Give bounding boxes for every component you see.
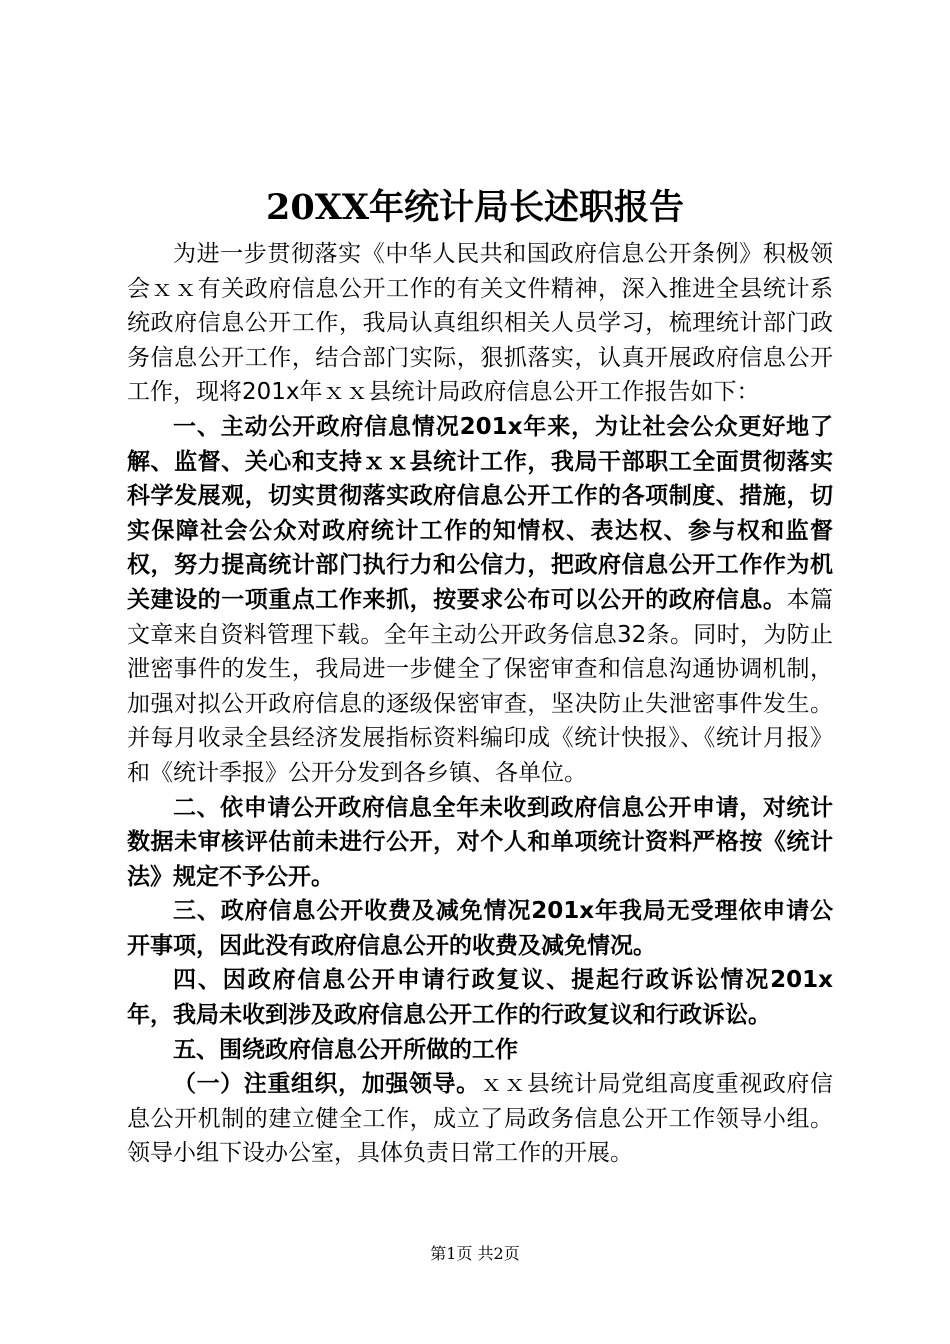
section-1-heading-text: 一、主动公开政府信息情况201x年来，为让社会公众更好地了解、监督、关心和支持ｘｘ县统计工作，我局干部职工全面贯彻落实科学发展观，切实贯彻落实政府信息公开工作的各项制度、措施，切实保障社会公众对政府统计工作的知情权、表达权、参与权和监督权，努力提高统计部门执行力和公信力，把政府信息公开工作作为机关建设的一项重点工作来抓，按要求公布可以公开的政府信息。 (127, 413, 833, 613)
document-body (127, 237, 833, 1171)
section-5-1-body-text: ｘｘ县统计局党组高度重视政府信息公开机制的建立健全工作，成立了局政务信息公开工作领导小组。领导小组下设办公室，具体负责日常工作的开展。 (127, 1071, 834, 1167)
section-4-paragraph: 四、因政府信息公开申请行政复议、提起行政诉讼情况201x年，我局未收到涉及政府信息公开工作的行政复议和行政诉讼。 (127, 967, 833, 1029)
section-5-1-paragraph (127, 1067, 833, 1171)
page-footer: 第1页 共2页 (430, 1244, 520, 1263)
section-3-paragraph: 三、政府信息公开收费及减免情况201x年我局无受理依申请公开事项，因此没有政府信息公开的收费及减免情况。 (127, 898, 833, 959)
section-1-paragraph (127, 410, 833, 791)
section-2-paragraph: 二、依申请公开政府信息全年未收到政府信息公开申请，对统计数据未审核评估前未进行公开，对个人和单项统计资料严格按《统计法》规定不予公开。 (127, 794, 833, 890)
section-1-body-text: 本篇文章来自资料管理下载。全年主动公开政务信息32条。同时，为防止泄密事件的发生，我局进一步健全了保密审查和信息沟通协调机制，加强对拟公开政府信息的逐级保密审查，坚决防止失泄密事件发生。并每月收录全县经济发展指标资料编印成《统计快报》、《统计月报》和《统计季报》公开分发到各乡镇、各单位。 (127, 586, 834, 786)
section-5-heading: 五、围绕政府信息公开所做的工作 (173, 1036, 518, 1063)
section-5-1-heading-text: （一）注重组织，加强领导。 (173, 1071, 480, 1098)
intro-paragraph: 为进一步贯彻落实《中华人民共和国政府信息公开条例》积极领会ｘｘ有关政府信息公开工作的有关文件精神，深入推进全县统计系统政府信息公开工作，我局认真组织相关人员学习，梳理统计部门政务信息公开工作，结合部门实际，狠抓落实，认真开展政府信息公开工作，现将201x年ｘｘ县统计局政府信息公开工作报告如下： (127, 241, 833, 406)
document-title: 20XX年统计局长述职报告 (265, 187, 685, 228)
